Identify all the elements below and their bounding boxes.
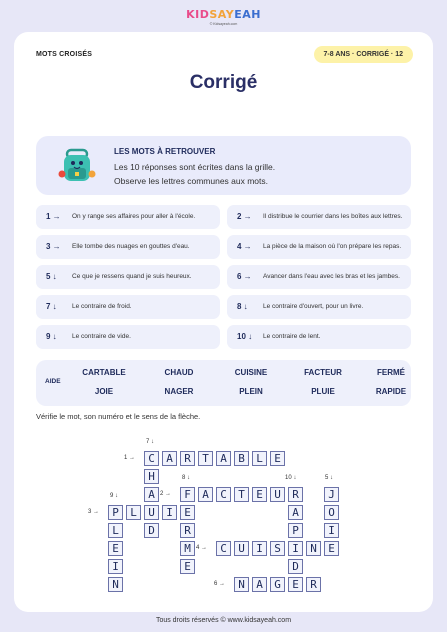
clue-number: 8 ↓ bbox=[237, 302, 248, 311]
aide-label: AIDE bbox=[45, 378, 61, 385]
aide-word: PLEIN bbox=[239, 387, 263, 396]
grid-cell: A bbox=[216, 451, 231, 466]
clue-number: 7 ↓ bbox=[46, 302, 57, 311]
clue-card bbox=[227, 295, 411, 319]
grid-cell: L bbox=[108, 523, 123, 538]
grid-cell: J bbox=[324, 487, 339, 502]
grid-clue-label: 7 ↓ bbox=[146, 439, 155, 445]
grid-cell: E bbox=[180, 559, 195, 574]
backpack-icon bbox=[58, 146, 96, 184]
aide-word: NAGER bbox=[164, 387, 194, 396]
grid-cell: E bbox=[288, 577, 303, 592]
page-title: Corrigé bbox=[189, 72, 258, 93]
clue-text: Le contraire de lent. bbox=[263, 332, 321, 340]
grid-cell: A bbox=[252, 577, 267, 592]
clue-card bbox=[227, 235, 411, 259]
grid-cell: I bbox=[108, 559, 123, 574]
grid-cell: E bbox=[270, 451, 285, 466]
clue-number: 9 ↓ bbox=[46, 332, 57, 341]
aide-word: JOIE bbox=[94, 387, 114, 396]
aide-word: FACTEUR bbox=[304, 368, 342, 377]
clue-card bbox=[36, 295, 220, 319]
grid-clue-label: 10 ↓ bbox=[285, 475, 297, 481]
clue-number: 6 → bbox=[237, 272, 252, 281]
grid-cell: L bbox=[252, 451, 267, 466]
verification-note: Vérifie le mot, son numéro et le sens de la flèche. bbox=[36, 412, 201, 421]
grid-cell: I bbox=[324, 523, 339, 538]
clue-text: Le contraire d'ouvert, pour un livre. bbox=[263, 302, 364, 310]
clue-card bbox=[227, 205, 411, 229]
grid-clue-label: 8 ↓ bbox=[182, 475, 191, 481]
clue-card bbox=[36, 235, 220, 259]
grid-clue-label: 1 → bbox=[124, 455, 136, 461]
aide-word: CUISINE bbox=[234, 368, 268, 377]
grid-cell: I bbox=[288, 541, 303, 556]
grid-cell: O bbox=[324, 505, 339, 520]
clue-text: Ce que je ressens quand je suis heureux. bbox=[72, 272, 192, 280]
worksheet-card bbox=[14, 32, 433, 612]
grid-cell: R bbox=[180, 523, 195, 538]
grid-cell: E bbox=[108, 541, 123, 556]
aide-word: FERMÉ bbox=[377, 368, 405, 377]
grid-cell: A bbox=[288, 505, 303, 520]
grid-cell: E bbox=[324, 541, 339, 556]
grid-cell: L bbox=[126, 505, 141, 520]
grid-cell: C bbox=[216, 487, 231, 502]
clue-text: La pièce de la maison où l'on prépare les repas. bbox=[263, 242, 402, 250]
grid-cell: R bbox=[288, 487, 303, 502]
grid-clue-label: 5 ↓ bbox=[325, 475, 334, 481]
level-badge: 7-8 ANS · CORRIGÉ · 12 bbox=[314, 46, 413, 63]
grid-cell: A bbox=[144, 487, 159, 502]
grid-cell: H bbox=[144, 469, 159, 484]
grid-cell: T bbox=[198, 451, 213, 466]
grid-clue-label: 4 → bbox=[196, 545, 208, 551]
grid-clue-label: 2 → bbox=[160, 491, 172, 497]
grid-cell: M bbox=[180, 541, 195, 556]
grid-cell: A bbox=[162, 451, 177, 466]
brand-logo: KIDSAYEAH bbox=[186, 8, 261, 21]
aide-panel bbox=[36, 360, 411, 406]
grid-cell: U bbox=[270, 487, 285, 502]
grid-cell: F bbox=[180, 487, 195, 502]
grid-cell: P bbox=[108, 505, 123, 520]
grid-cell: E bbox=[180, 505, 195, 520]
footer-copyright: Tous droits réservés © www.kidsayeah.com bbox=[155, 617, 292, 624]
clue-card bbox=[36, 205, 220, 229]
clue-number: 2 → bbox=[237, 212, 252, 221]
clue-number: 4 → bbox=[237, 242, 252, 251]
grid-cell: U bbox=[234, 541, 249, 556]
grid-cell: D bbox=[288, 559, 303, 574]
aide-word: RAPIDE bbox=[375, 387, 407, 396]
grid-cell: N bbox=[108, 577, 123, 592]
grid-cell: R bbox=[306, 577, 321, 592]
clue-text: Avancer dans l'eau avec les bras et les jambes. bbox=[263, 272, 400, 280]
grid-cell: N bbox=[234, 577, 249, 592]
clue-text: On y range ses affaires pour aller à l'école. bbox=[72, 212, 196, 220]
intro-panel bbox=[36, 136, 411, 195]
clue-card bbox=[227, 265, 411, 289]
grid-clue-label: 9 ↓ bbox=[110, 493, 119, 499]
aide-word: PLUIE bbox=[311, 387, 335, 396]
clue-card bbox=[227, 325, 411, 349]
grid-cell: E bbox=[252, 487, 267, 502]
grid-cell: S bbox=[270, 541, 285, 556]
clue-number: 10 ↓ bbox=[237, 332, 253, 341]
grid-cell: T bbox=[234, 487, 249, 502]
clue-text: Le contraire de froid. bbox=[72, 302, 132, 310]
grid-clue-label: 6 → bbox=[214, 581, 226, 587]
grid-cell: B bbox=[234, 451, 249, 466]
clue-number: 1 → bbox=[46, 212, 61, 221]
grid-cell: I bbox=[162, 505, 177, 520]
grid-cell: N bbox=[306, 541, 321, 556]
grid-cell: C bbox=[144, 451, 159, 466]
grid-cell: G bbox=[270, 577, 285, 592]
clue-text: Le contraire de vide. bbox=[72, 332, 131, 340]
grid-cell: P bbox=[288, 523, 303, 538]
aide-word: CHAUD bbox=[164, 368, 194, 377]
grid-cell: R bbox=[180, 451, 195, 466]
category-label: MOTS CROISÉS bbox=[36, 51, 93, 58]
clue-text: Il distribue le courrier dans les boîtes aux lettres. bbox=[263, 212, 403, 220]
brand-sub: © Kidsayeah.com bbox=[209, 22, 238, 26]
grid-cell: D bbox=[144, 523, 159, 538]
grid-cell: U bbox=[144, 505, 159, 520]
aide-word: CARTABLE bbox=[82, 368, 126, 377]
intro-line-1: Les 10 réponses sont écrites dans la grille. bbox=[114, 162, 276, 172]
grid-cell: C bbox=[216, 541, 231, 556]
clue-card bbox=[36, 325, 220, 349]
clue-number: 3 → bbox=[46, 242, 61, 251]
clue-card bbox=[36, 265, 220, 289]
grid-cell: A bbox=[198, 487, 213, 502]
grid-cell: I bbox=[252, 541, 267, 556]
intro-line-2: Observe les lettres communes aux mots. bbox=[114, 176, 269, 186]
clue-text: Elle tombe des nuages en gouttes d'eau. bbox=[72, 242, 190, 250]
clue-number: 5 ↓ bbox=[46, 272, 57, 281]
intro-heading: LES MOTS À RETROUVER bbox=[114, 147, 216, 156]
grid-clue-label: 3 → bbox=[88, 509, 100, 515]
